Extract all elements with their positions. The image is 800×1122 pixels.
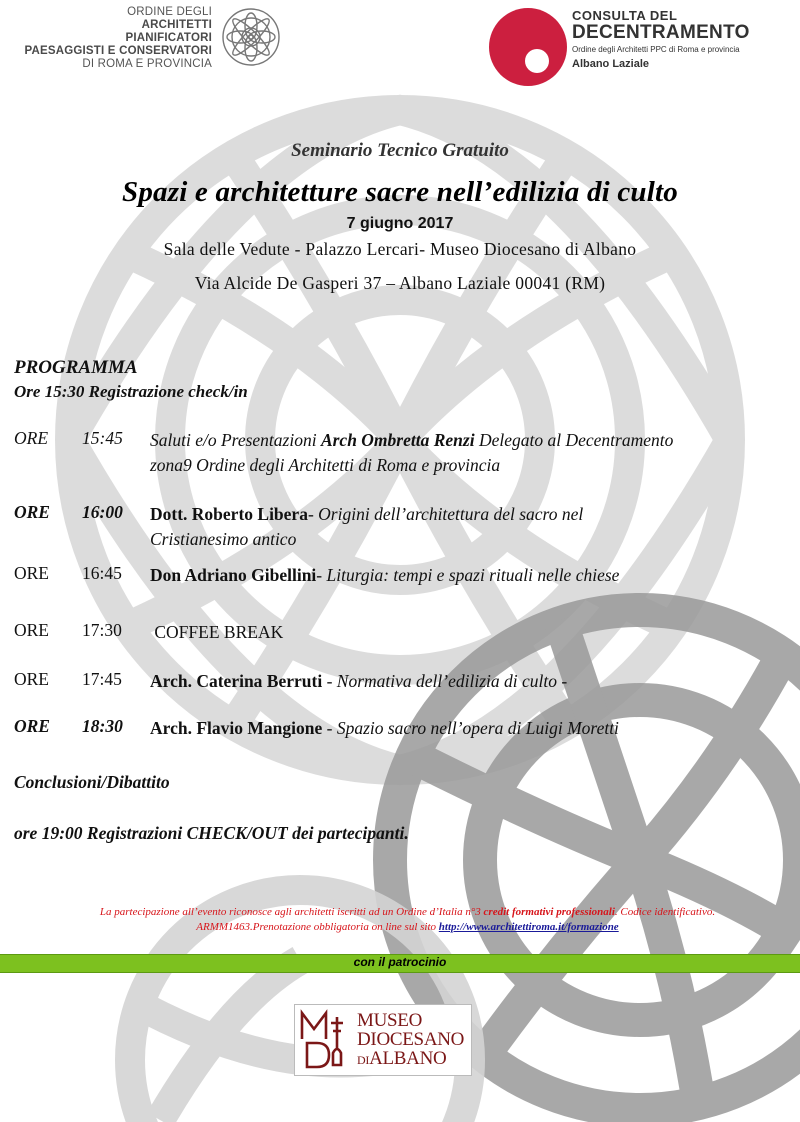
program-item-sep: - (316, 565, 327, 585)
credits-text-2: . Codice identificativo. (614, 906, 716, 918)
program-item-intro: Saluti e/o Presentazioni (150, 430, 321, 450)
ordine-line-4: PAESAGGISTI E CONSERVATORI (24, 45, 212, 57)
event-venue: Sala delle Vedute - Palazzo Lercari- Museo Diocesano di Albano (163, 239, 637, 259)
program-item-ore: ORE (14, 620, 49, 640)
ordine-rosette-logo-icon (220, 6, 282, 68)
credits-text-1: La partecipazione all’evento riconosce agli architetti iscritti ad un Ordine d’Italia n°3 (99, 906, 484, 918)
credits-bold: credit formativi professionali (483, 906, 615, 918)
program-item-topic-cont: Cristianesimo antico (150, 529, 297, 549)
program-item-role-cont: zona9 Ordine degli Architetti di Roma e provincia (150, 455, 501, 475)
program-checkout: ore 19:00 Registrazioni CHECK/OUT dei partecipanti. (14, 823, 409, 843)
consulta-decentramento-logo-icon (487, 6, 569, 88)
museo-line-3a: DI (357, 1053, 370, 1067)
ordine-line-1: ORDINE DEGLI (127, 6, 212, 18)
consulta-line-2: DECENTRAMENTO (572, 22, 750, 43)
program-item-ore: ORE (14, 428, 49, 448)
program-item-text: COFFEE BREAK (150, 622, 284, 642)
program-item-ore: ORE (14, 502, 50, 522)
program-item-sep: - (322, 718, 337, 738)
program-item-description (150, 669, 790, 694)
program-heading: PROGRAMMA (14, 357, 138, 378)
program-checkin: Ore 15:30 Registrazione check/in (14, 382, 248, 401)
program-item-speaker: Dott. Roberto Libera (150, 504, 308, 524)
consulta-decentramento-text (572, 8, 798, 70)
program-item-topic: Normativa dell’edilizia di culto - (336, 671, 568, 691)
credits-note (20, 905, 795, 935)
museo-line-2: DIOCESANO (357, 1029, 465, 1050)
program-item-description (150, 716, 790, 741)
museo-diocesano-text (357, 1011, 464, 1070)
event-address: Via Alcide De Gasperi 37 – Albano Laziale 00041 (RM) (194, 273, 606, 293)
museo-line-1: MUSEO (357, 1010, 423, 1031)
museo-md-monogram-icon (299, 1009, 357, 1071)
program-item-ore: ORE (14, 563, 49, 583)
patrocinio-label: con il patrocinio (353, 955, 447, 969)
ordine-architetti-text (0, 6, 212, 71)
program-item-ore: ORE (14, 716, 50, 736)
ordine-line-5: DI ROMA E PROVINCIA (82, 58, 212, 70)
program-item-description (150, 428, 790, 478)
program-item-topic: Spazio sacro nell’opera di Luigi Moretti (336, 718, 619, 738)
program-item-time: 16:45 (82, 563, 122, 583)
program-item-role: Delegato al Decentramento (474, 430, 674, 450)
program-item-description (150, 620, 790, 645)
program-item-sep: - (322, 671, 337, 691)
program-item-topic: Liturgia: tempi e spazi rituali nelle chiese (326, 565, 620, 585)
credits-text-3: ARMM1463.Prenotazione obbligatoria on line sul sito (196, 921, 439, 933)
program-item-time: 18:30 (82, 716, 123, 736)
event-title: Spazi e architetture sacre nell’edilizia di culto (122, 176, 678, 208)
consulta-line-3: Ordine degli Architetti PPC di Roma e provincia (572, 45, 740, 54)
consulta-line-1: CONSULTA DEL (572, 8, 678, 23)
program-item-description (150, 563, 790, 588)
program-item-time: 17:30 (82, 620, 122, 640)
consulta-line-4: Albano Laziale (572, 58, 650, 70)
program-item-speaker: Arch. Caterina Berruti (150, 671, 323, 691)
program-item-ore: ORE (14, 669, 49, 689)
program-item-sep: - (307, 504, 319, 524)
ordine-line-2: ARCHITETTI (141, 19, 212, 31)
event-subtitle: Seminario Tecnico Gratuito (291, 140, 509, 161)
program-conclusion: Conclusioni/Dibattito (14, 772, 170, 792)
program-item-speaker: Arch Ombretta Renzi (320, 430, 475, 450)
program-item-time: 15:45 (82, 428, 123, 448)
program-item-speaker: Don Adriano Gibellini (150, 565, 317, 585)
museo-diocesano-logo (294, 1004, 472, 1076)
program-item-time: 16:00 (82, 502, 123, 522)
event-date: 7 giugno 2017 (346, 215, 454, 232)
program-item-topic: Origini dell’architettura del sacro nel (318, 504, 584, 524)
museo-line-3b: ALBANO (369, 1048, 447, 1069)
formazione-link[interactable]: http://www.architettiroma.it/formazione (438, 921, 619, 933)
program-item-speaker: Arch. Flavio Mangione (150, 718, 323, 738)
ordine-line-3: PIANIFICATORI (125, 32, 212, 44)
program-item-time: 17:45 (82, 669, 122, 689)
program-item-description (150, 502, 790, 552)
